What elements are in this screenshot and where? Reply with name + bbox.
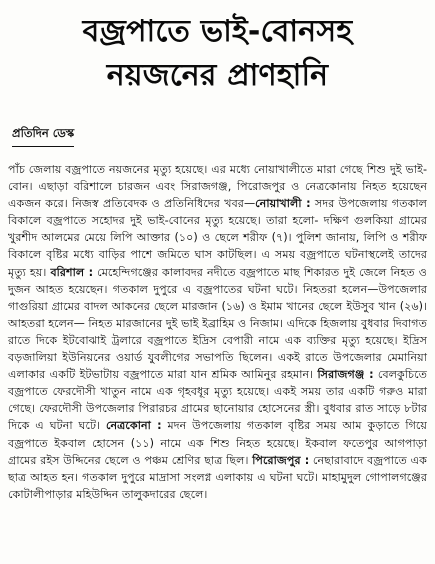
location-label-noakhali: নোয়াখালী : [255,197,311,211]
headline-line-1: বজ্রপাতে ভাই-বোনসহ [82,14,353,49]
article-noakhali: সদর উপজেলায় গতকাল বিকালে বজ্রপাতে সহোদর দুই ভাই-বোনের মৃত্যু হয়েছে। তারা হলো- দক্ষিণ গুলকিয়া গ্রামের খুরশীদ আলমের মেয়ে লিপি আক্তার (১০) ও ছেলে শরীফ (৭)। পুলিশ জানায়, লিপি ও শরীফ বিকালে বৃষ্টির মধ্যে বাড়ির পাশে জমিতে ঘাস কাটছিল। এ সময় বজ্রপাতে ঘটনাস্থলেই তাদের মৃত্যু হয়। [8,197,427,279]
article-barishal: মেহেন্দিগঞ্জের কালাবদর নদীতে বজ্রপাতে মাছ শিকারত দুই জেলে নিহত ও দুজন আহত হয়েছেন। গতকাল দুপুরে এ বজ্রপাতের ঘটনা ঘটে। নিহতরা হলেন—উপজেলার গাগুরিয়া গ্রামের বাদল আকনের ছেলে মারজান (১৬) ও ইমাম খানের ছেলে ইউসুব খান (২৬)। আহতরা হলেন— নিহত মারজানের দুই ভাই ইব্রাহিম ও নিজাম। এদিকে হিজলায় বুধবার দিবাগত রাতে দিকে ইটবোঝাই ট্রলারে বজ্রপাতে ইদ্রিস বেপারী নামে এক ব্যক্তির মৃত্যু হয়েছে। ইদ্রিস বড়জালিয়া ইউনিয়নের ওয়ার্ড যুবলীগের সভাপতি ছিলেন। একই রাতে উপজেলার মেমানিয়া এলাকার একটি ইটভাটায় বজ্রপাতে মারা যান শ্রমিক আমিনুর রহমান। [8,265,427,382]
byline-container [12,122,435,147]
byline: প্রতিদিন ডেস্ক [12,125,74,147]
article-sirajganj: বেলকুচিতে বজ্রপাতে ফেরদৌসী খাতুন নামে এক গৃহবধূর মৃত্যু হয়েছে। একই সময় তার একটি গরুও মারা গেছে। ফেরদৌসী উপজেলার পিরারচর গ্রামের ছানোয়ার হোসেনের স্ত্রী। বুধবার রাত সাড়ে ৮টার দিকে এ ঘটনা ঘটে। [8,368,427,433]
article-body [8,161,427,503]
article-netrokona: মদন উপজেলায় গতকাল বৃষ্টির সময় আম কুড়াতে গিয়ে বজ্রপাতে ইকবাল হোসেন (১১) নামে এক শিশু নিহত হয়েছে। ইকবাল ফতেপুর আগপাড়া গ্রামের রইস উদ্দিনের ছেলে ও পঞ্চম শ্রেণির ছাত্র ছিল। [8,419,427,467]
location-label-barishal: বরিশাল : [50,265,94,279]
location-label-pirojpur: পিরোজপুর : [252,453,310,467]
location-label-netrokona: নেত্রকোনা : [105,419,162,433]
headline [0,0,435,98]
location-label-sirajganj: সিরাজগঞ্জ : [317,368,374,382]
headline-line-2: নয়জনের প্রাণহানি [106,58,329,93]
article-pirojpur: নেছারাবাদে বজ্রপাতে এক ছাত্র আহত হন। গতকাল দুপুরে মাদ্রাসা সংলগ্ন এলাকায় এ ঘটনা ঘটে। মাহামুদুল গোপালগঞ্জের কোটালীপাড়ার মহিউদ্দিন তালুকদারের ছেলে। [8,453,427,501]
article-intro: পাঁচ জেলায় বজ্রপাতে নয়জনের মৃত্যু হয়েছে। এর মধ্যে নোয়াখালীতে মারা গেছে শিশু দুই ভাই-বোন। এছাড়া বরিশালে চারজন এবং সিরাজগঞ্জ, পিরোজপুর ও নেত্রকোনায় নিহত হয়েছেন একজন করে। নিজস্ব প্রতিবেদক ও প্রতিনিধিদের খবর— [8,163,427,211]
